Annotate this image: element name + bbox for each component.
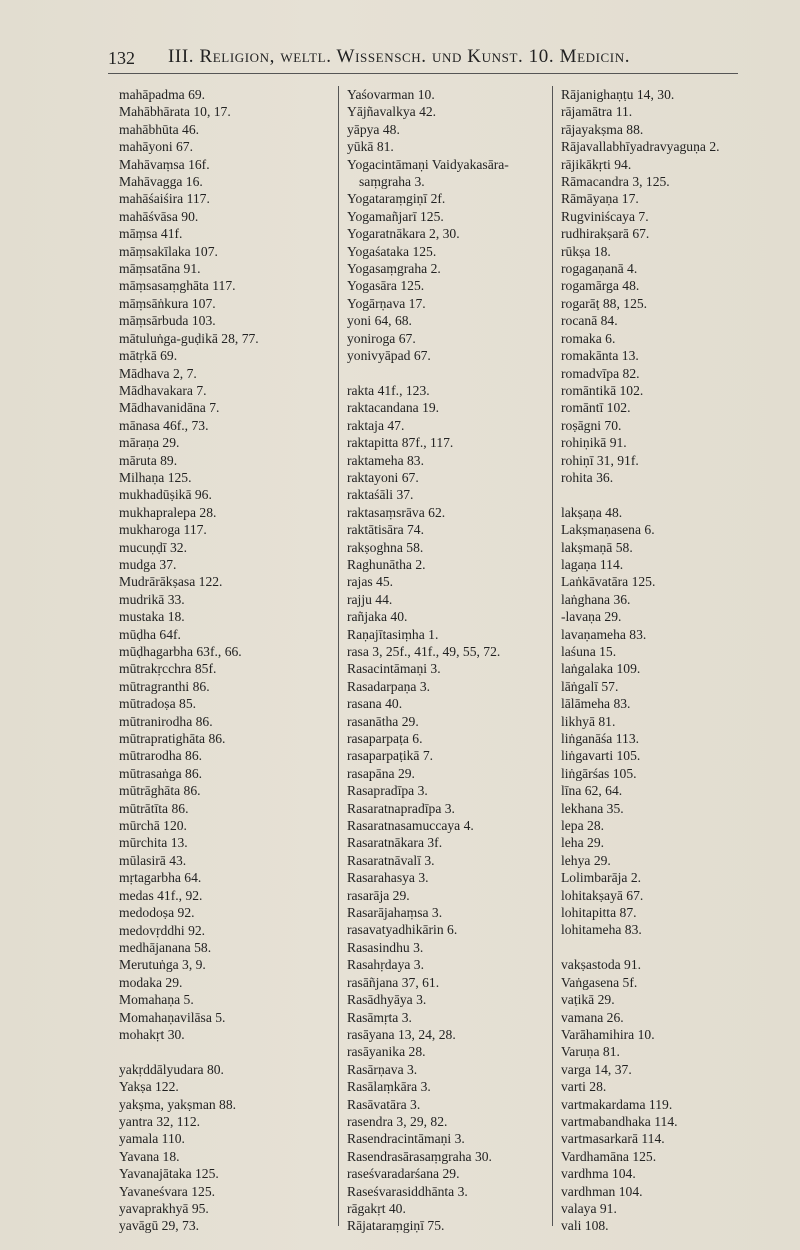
index-entry: Rāmacandra 3, 125.	[561, 174, 670, 190]
index-entry: mahābhūta 46.	[119, 121, 200, 137]
index-entry: mūrchā 120.	[119, 818, 187, 834]
index-entry: Yavanajātaka 125.	[119, 1166, 219, 1182]
index-entry: rājikākṛti 94.	[561, 156, 632, 172]
index-entry: romadvīpa 82.	[561, 365, 640, 381]
index-entry: mukharoga 117.	[119, 522, 207, 538]
index-entry: laṅgalaka 109.	[561, 661, 641, 677]
index-entry: likhyā 81.	[561, 713, 616, 729]
index-entry: yamala 110.	[119, 1131, 185, 1147]
index-entry: māṃsatāna 91.	[119, 261, 201, 277]
index-entry: lāṅgalī 57.	[561, 678, 619, 694]
index-column-1	[119, 86, 339, 1235]
index-entry: Mudrārākṣasa 122.	[119, 574, 223, 590]
index-entry: māṃsa 41f.	[119, 226, 183, 242]
index-entry: māṃsāṅkura 107.	[119, 295, 216, 311]
index-entry: mūtrarodha 86.	[119, 748, 203, 764]
index-entry: Rasaratnapradīpa 3.	[347, 800, 455, 816]
index-entry: Rasendrasārasaṃgraha 30.	[347, 1148, 492, 1164]
index-entry: yoniroga 67.	[347, 330, 416, 346]
index-entry: -lavaṇa 29.	[561, 609, 622, 625]
index-entry: yakṛddālyudara 80.	[119, 1061, 224, 1077]
section-gap	[561, 486, 771, 503]
section-gap	[119, 1043, 339, 1060]
index-entry: liṅgārśas 105.	[561, 765, 637, 781]
index-entry: māṃsakīlaka 107.	[119, 243, 218, 259]
index-entry: Mādhava 2, 7.	[119, 365, 197, 381]
index-entry: rasana 40.	[347, 696, 403, 712]
index-entry: Yogārṇava 17.	[347, 295, 426, 311]
index-entry: Yājñavalkya 42.	[347, 104, 437, 120]
index-entry: medodoṣa 92.	[119, 905, 195, 921]
index-entry: Rasendracintāmaṇi 3.	[347, 1131, 465, 1147]
index-entry: mucuṇḍī 32.	[119, 539, 187, 555]
index-entry: Vaṅgasena 5f.	[561, 974, 638, 990]
index-entry: Varuṇa 81.	[561, 1044, 620, 1060]
index-entry: medovṛddhi 92.	[119, 922, 206, 938]
index-entry: Mahābhārata 10, 17.	[119, 104, 231, 120]
index-entry: raktaja 47.	[347, 417, 405, 433]
index-entry: raktayoni 67.	[347, 469, 419, 485]
index-entry: mukhadūṣikā 96.	[119, 487, 212, 503]
index-entry: rakta 41f., 123.	[347, 382, 430, 398]
index-entry: Rugviniścaya 7.	[561, 208, 649, 224]
index-entry: lavaṇameha 83.	[561, 626, 647, 642]
index-entry: roṣāgni 70.	[561, 417, 622, 433]
index-entry: Momahaṇa 5.	[119, 992, 194, 1008]
index-entry: rajju 44.	[347, 591, 393, 607]
index-entry: Yogacintāmaṇi Vaidyakasāra-	[347, 156, 509, 172]
index-entry: yoni 64, 68.	[347, 313, 412, 329]
index-entry: rudhirakṣarā 67.	[561, 226, 650, 242]
index-entry: Raseśvarasiddhānta 3.	[347, 1183, 468, 1199]
index-entry: Momahaṇavilāsa 5.	[119, 1009, 226, 1025]
index-entry: līna 62, 64.	[561, 783, 623, 799]
index-entry: māruta 89.	[119, 452, 178, 468]
section-gap	[347, 365, 552, 382]
index-entry: vakṣastoda 91.	[561, 957, 642, 973]
index-entry: vaṭikā 29.	[561, 992, 615, 1008]
index-entry: Yaśovarman 10.	[347, 87, 435, 102]
index-entry: mūlasirā 43.	[119, 852, 187, 868]
index-entry: raktasaṃsrāva 62.	[347, 504, 446, 520]
index-entry: rasāyana 13, 24, 28.	[347, 1026, 456, 1042]
index-entry: yonivyāpad 67.	[347, 348, 431, 364]
index-entry: mudga 37.	[119, 556, 177, 572]
index-entry: rocanā 84.	[561, 313, 618, 329]
index-entry: Rasāmṛta 3.	[347, 1009, 412, 1025]
index-entry: rasaparpaṭa 6.	[347, 731, 423, 747]
index-entry: Rasahṛdaya 3.	[347, 957, 425, 973]
index-entry: mātuluṅga-guḍikā 28, 77.	[119, 330, 259, 346]
index-entry: māraṇa 29.	[119, 435, 180, 451]
index-entry: varti 28.	[561, 1079, 607, 1095]
header-rule	[108, 73, 738, 74]
index-entry: yantra 32, 112.	[119, 1113, 201, 1129]
index-entry: mūtrāghāta 86.	[119, 783, 201, 799]
index-entry: Rasasindhu 3.	[347, 939, 424, 955]
index-entry: Rājataraṃgiṇī 75.	[347, 1218, 445, 1234]
running-title: III. Religion, weltl. Wissensch. und Kunst. 10. Medicin.	[168, 46, 631, 67]
index-entry: rasendra 3, 29, 82.	[347, 1113, 448, 1129]
index-entry: mūtrasaṅga 86.	[119, 765, 203, 781]
index-entry: Rasarājahaṃsa 3.	[347, 905, 443, 921]
index-entry: Yogataraṃgiṇī 2f.	[347, 191, 446, 207]
index-entry: mūrchita 13.	[119, 835, 188, 851]
index-entry: laṅghana 36.	[561, 591, 631, 607]
section-gap	[561, 939, 771, 956]
index-entry: varga 14, 37.	[561, 1061, 632, 1077]
index-entry: mahāśvāsa 90.	[119, 208, 199, 224]
index-entry: yāpya 48.	[347, 121, 400, 137]
index-entry: māṃsārbuda 103.	[119, 313, 216, 329]
index-entry: rogamārga 48.	[561, 278, 640, 294]
index-entry: vardhma 104.	[561, 1166, 636, 1182]
index-entry: modaka 29.	[119, 974, 183, 990]
index-column-3	[552, 86, 771, 1234]
index-entry: mūtranirodha 86.	[119, 713, 213, 729]
index-entry: Mādhavakara 7.	[119, 382, 207, 398]
index-entry: rasāyanika 28.	[347, 1044, 426, 1060]
index-entry: vartmasarkarā 114.	[561, 1131, 665, 1147]
index-entry: yavāgū 29, 73.	[119, 1218, 200, 1234]
index-entry: medas 41f., 92.	[119, 887, 203, 903]
index-entry: raktameha 83.	[347, 452, 424, 468]
index-entry: mūtrakṛcchra 85f.	[119, 661, 217, 677]
index-entry: rājamātra 11.	[561, 104, 633, 120]
index-entry: lakṣmaṇā 58.	[561, 539, 633, 555]
page-number: 132	[108, 48, 135, 68]
index-entry: romāntī 102.	[561, 400, 631, 416]
index-entry: mahāśaiśira 117.	[119, 191, 210, 207]
index-entry: vardhman 104.	[561, 1183, 643, 1199]
index-entry: raseśvaradarśana 29.	[347, 1166, 460, 1182]
index-entry: rohiṇikā 91.	[561, 435, 627, 451]
index-entry: romāntikā 102.	[561, 382, 644, 398]
index-entry: Rasaratnāvalī 3.	[347, 852, 435, 868]
index-entry: rakṣoghna 58.	[347, 539, 424, 555]
index-entry: rasanātha 29.	[347, 713, 419, 729]
index-entry: Rājanighaṇṭu 14, 30.	[561, 87, 675, 102]
index-entry: mūtradoṣa 85.	[119, 696, 197, 712]
index-entry: vali 108.	[561, 1218, 609, 1234]
index-entry: mātṛkā 69.	[119, 348, 178, 364]
index-entry: Rasāvatāra 3.	[347, 1096, 421, 1112]
index-entry: Rasadarpaṇa 3.	[347, 678, 431, 694]
index-entry: rañjaka 40.	[347, 609, 408, 625]
index-entry: Milhaṇa 125.	[119, 469, 192, 485]
index-entry: Vardhamāna 125.	[561, 1148, 657, 1164]
index-entry: mahāyoni 67.	[119, 139, 193, 155]
index-entry: Rasādhyāya 3.	[347, 992, 427, 1008]
index-entry: leha 29.	[561, 835, 605, 851]
index-entry: lepa 28.	[561, 818, 605, 834]
index-entry: rasa 3, 25f., 41f., 49, 55, 72.	[347, 643, 501, 659]
index-entry: lagaṇa 114.	[561, 556, 624, 572]
index-entry: Rasarahasya 3.	[347, 870, 429, 886]
index-column-2	[338, 86, 552, 1234]
index-entry: saṃgraha 3.	[359, 174, 425, 190]
index-entry: mudrikā 33.	[119, 591, 185, 607]
index-entry: lohitakṣayā 67.	[561, 887, 644, 903]
index-entry: Laṅkāvatāra 125.	[561, 574, 656, 590]
index-entry: mukhapralepa 28.	[119, 504, 217, 520]
index-entry: Raghunātha 2.	[347, 556, 426, 572]
index-entry: Yogasāra 125.	[347, 278, 425, 294]
index-entry: yūkā 81.	[347, 139, 394, 155]
index-entry: Lakṣmaṇasena 6.	[561, 522, 655, 538]
index-entry: rohiṇī 31, 91f.	[561, 452, 639, 468]
index-entry: Lolimbarāja 2.	[561, 870, 642, 886]
index-entry: Rājavallabhīyadravyaguṇa 2.	[561, 139, 720, 155]
index-entry: vartmakardama 119.	[561, 1096, 673, 1112]
index-entry: lālāmeha 83.	[561, 696, 631, 712]
index-entry: lakṣaṇa 48.	[561, 504, 623, 520]
index-entry: Yakṣa 122.	[119, 1079, 179, 1095]
index-entry: Varāhamihira 10.	[561, 1026, 655, 1042]
index-entry: Merutuṅga 3, 9.	[119, 957, 206, 973]
index-entry: lehya 29.	[561, 852, 611, 868]
index-entry: Yavana 18.	[119, 1148, 180, 1164]
index-entry: Yogamañjarī 125.	[347, 208, 444, 224]
index-entry: valaya 91.	[561, 1200, 617, 1216]
index-entry: Rasaratnasamuccaya 4.	[347, 818, 474, 834]
index-entry: raktapitta 87f., 117.	[347, 435, 454, 451]
index-entry: laśuna 15.	[561, 643, 617, 659]
index-entry: romakānta 13.	[561, 348, 639, 364]
index-entry: romaka 6.	[561, 330, 616, 346]
index-entry: raktātisāra 74.	[347, 522, 424, 538]
index-entry: rajas 45.	[347, 574, 394, 590]
index-entry: Rasacintāmaṇi 3.	[347, 661, 441, 677]
index-entry: Yogaratnākara 2, 30.	[347, 226, 460, 242]
index-entry: Raṇajītasiṃha 1.	[347, 626, 439, 642]
index-entry: yavaprakhyā 95.	[119, 1200, 209, 1216]
index-entry: Yogasaṃgraha 2.	[347, 261, 441, 277]
index-entry: rogagaṇanā 4.	[561, 261, 638, 277]
index-entry: mūtrātīta 86.	[119, 800, 189, 816]
index-entry: lohitameha 83.	[561, 922, 642, 938]
index-entry: mānasa 46f., 73.	[119, 417, 209, 433]
index-entry: Yavaneśvara 125.	[119, 1183, 216, 1199]
index-entry: rasapāna 29.	[347, 765, 415, 781]
index-entry: vamana 26.	[561, 1009, 624, 1025]
index-entry: rasāñjana 37, 61.	[347, 974, 440, 990]
index-entry: mohakṛt 30.	[119, 1026, 185, 1042]
index-entry: vartmabandhaka 114.	[561, 1113, 678, 1129]
index-entry: lohitapitta 87.	[561, 905, 637, 921]
index-entry: Mādhavanidāna 7.	[119, 400, 220, 416]
index-entry: rohita 36.	[561, 469, 614, 485]
index-entry: mūḍhagarbha 63f., 66.	[119, 644, 242, 659]
index-entry: māṃsasaṃghāta 117.	[119, 278, 236, 294]
index-entry: Rāmāyaṇa 17.	[561, 191, 639, 207]
index-entry: rājayakṣma 88.	[561, 121, 644, 137]
index-entry: mustaka 18.	[119, 609, 185, 625]
index-entry: rasaparpaṭikā 7.	[347, 748, 434, 764]
index-entry: Mahāvagga 16.	[119, 174, 203, 190]
index-entry: Rasaratnākara 3f.	[347, 835, 443, 851]
index-entry: rogarāṭ 88, 125.	[561, 295, 648, 311]
index-entry: mūtrapratighāta 86.	[119, 731, 226, 747]
index-entry: medhājanana 58.	[119, 939, 212, 955]
index-entry: Rasapradīpa 3.	[347, 783, 428, 799]
running-header	[108, 46, 748, 74]
index-entry: raktaśāli 37.	[347, 487, 414, 503]
index-entry: lekhana 35.	[561, 800, 624, 816]
index-entry: yakṣma, yakṣman 88.	[119, 1096, 237, 1112]
index-entry: Yogaśataka 125.	[347, 243, 437, 259]
index-entry: liṅganāśa 113.	[561, 731, 640, 747]
index-entry: Rasārṇava 3.	[347, 1061, 418, 1077]
index-entry: rāgakṛt 40.	[347, 1200, 406, 1216]
index-entry: rasarāja 29.	[347, 887, 410, 903]
index-entry: mṛtagarbha 64.	[119, 870, 202, 886]
index-entry: mūtragranthi 86.	[119, 678, 210, 694]
index-entry: Mahāvaṃsa 16f.	[119, 156, 210, 172]
index-entry: mahāpadma 69.	[119, 87, 206, 102]
index-entry: Rasālaṃkāra 3.	[347, 1079, 431, 1095]
index-entry: raktacandana 19.	[347, 400, 440, 416]
index-entry: mūḍha 64f.	[119, 626, 181, 642]
index-entry: liṅgavarti 105.	[561, 748, 641, 764]
index-entry: rasavatyadhikārin 6.	[347, 922, 458, 938]
index-entry: rūkṣa 18.	[561, 243, 611, 259]
